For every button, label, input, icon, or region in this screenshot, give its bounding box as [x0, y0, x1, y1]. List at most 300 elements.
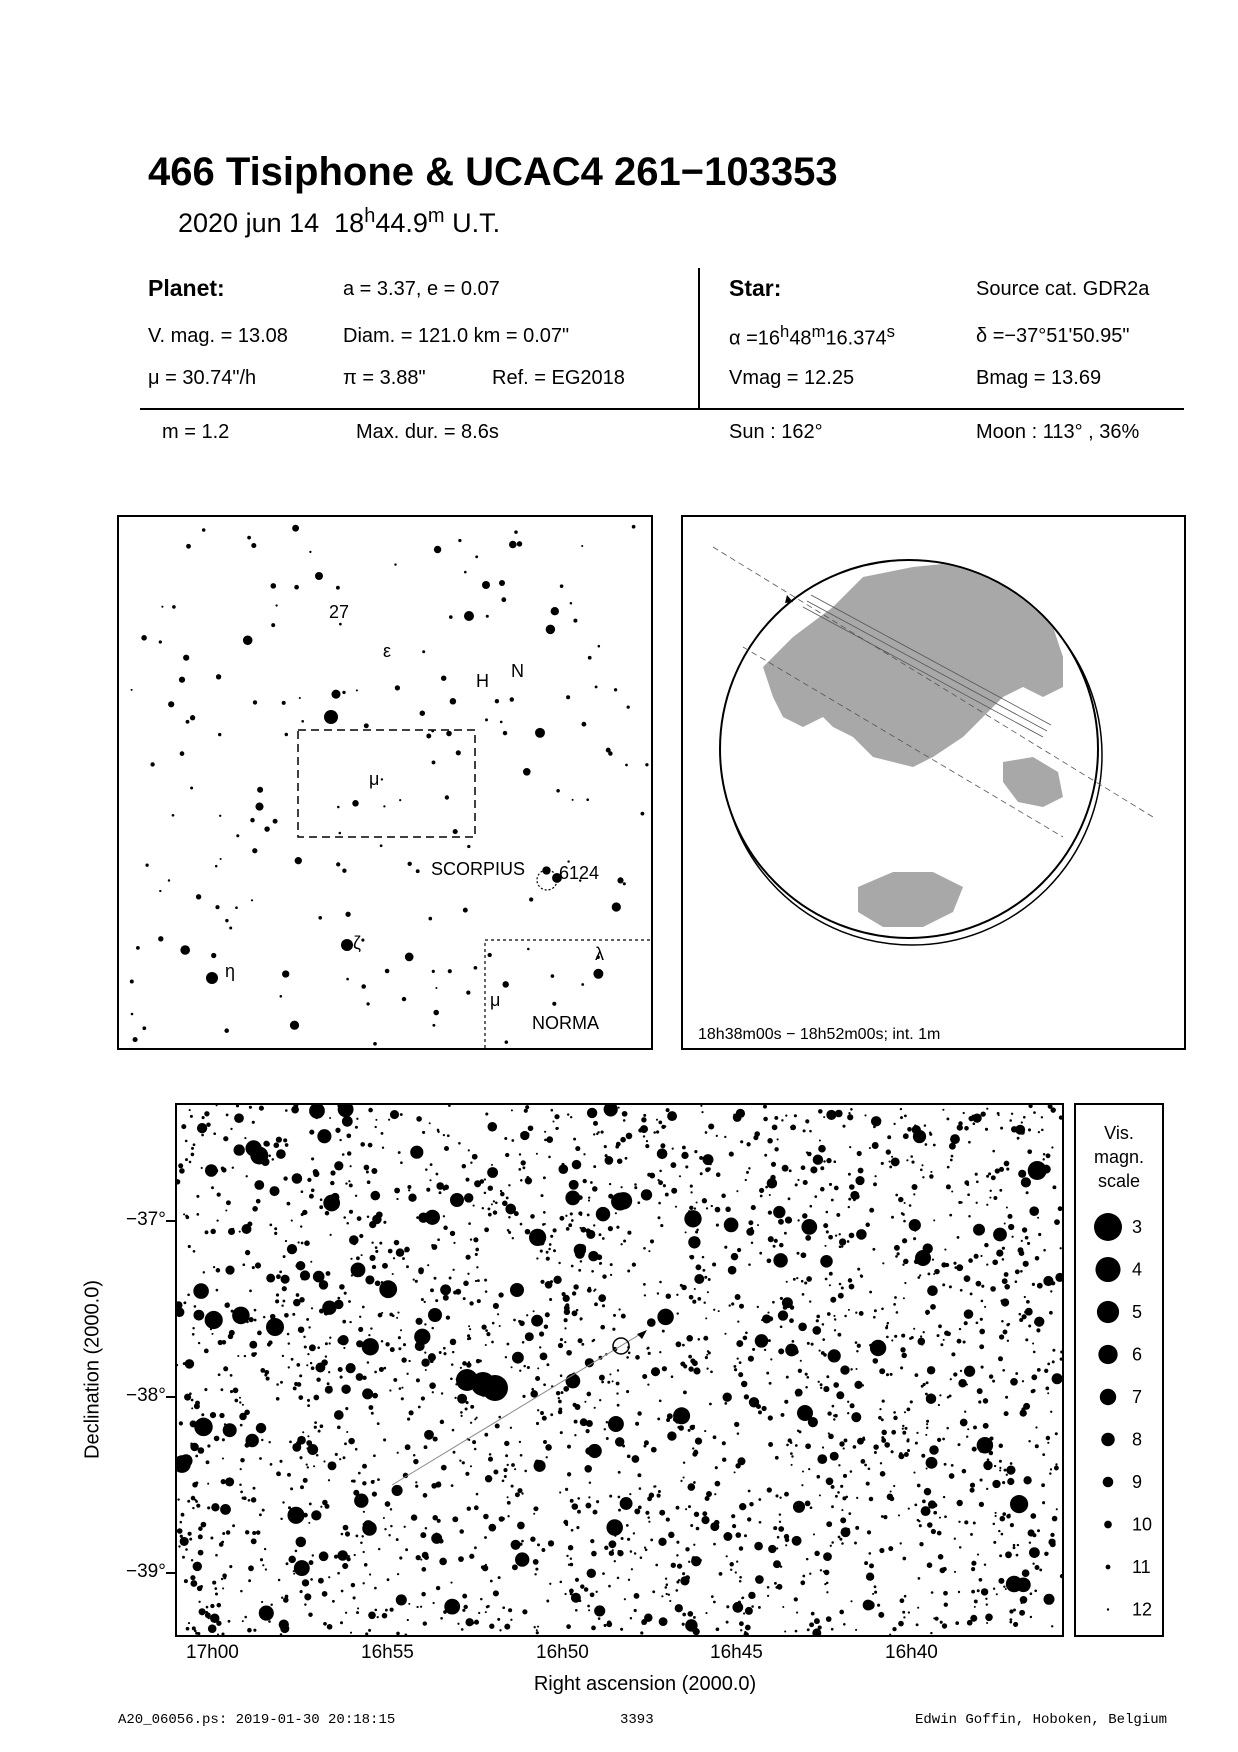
- chart-star: [874, 1585, 877, 1588]
- chart-star: [1004, 1284, 1010, 1290]
- chart-star: [833, 1160, 836, 1163]
- chart-star: [803, 1129, 806, 1132]
- legend-magnitude-label: 8: [1132, 1429, 1143, 1450]
- chart-star: [956, 1264, 963, 1271]
- chart-star: [511, 1540, 521, 1550]
- chart-star: [498, 1292, 503, 1297]
- chart-star: [325, 1211, 330, 1216]
- chart-star: [615, 1437, 624, 1446]
- chart-star: [517, 1522, 525, 1530]
- chart-star: [635, 1422, 639, 1426]
- chart-star: [715, 1481, 721, 1487]
- chart-star: [280, 1518, 282, 1520]
- legend-magnitude-label: 11: [1132, 1557, 1151, 1577]
- chart-star: [839, 1538, 842, 1541]
- chart-star: [850, 1600, 852, 1602]
- chart-star: [568, 1545, 573, 1550]
- finder-star: [218, 733, 221, 736]
- finder-star: [627, 705, 630, 708]
- chart-star: [355, 1195, 357, 1197]
- finder-star: [495, 699, 499, 703]
- dec-tick-mark: [166, 1396, 175, 1398]
- chart-star: [826, 1591, 828, 1593]
- chart-star: [416, 1378, 420, 1382]
- chart-star: [536, 1257, 538, 1259]
- chart-star: [230, 1128, 232, 1130]
- chart-star: [755, 1575, 764, 1584]
- chart-star: [482, 1375, 508, 1401]
- chart-star: [848, 1112, 850, 1114]
- chart-star: [632, 1455, 640, 1463]
- chart-star: [900, 1347, 905, 1352]
- chart-star: [343, 1216, 346, 1219]
- chart-star: [485, 1344, 487, 1346]
- chart-star: [760, 1195, 763, 1198]
- chart-star: [195, 1455, 198, 1458]
- chart-star: [526, 1314, 528, 1316]
- chart-star: [269, 1441, 271, 1443]
- chart-star: [782, 1606, 784, 1608]
- chart-star: [1055, 1273, 1062, 1282]
- chart-star: [578, 1211, 582, 1215]
- chart-star: [966, 1436, 968, 1438]
- planet-parallax: π = 3.88": [343, 367, 426, 389]
- chart-star: [904, 1282, 906, 1284]
- chart-star: [195, 1481, 198, 1484]
- chart-star: [368, 1143, 373, 1148]
- chart-star: [1054, 1466, 1059, 1471]
- chart-star: [855, 1341, 858, 1344]
- chart-star: [424, 1301, 426, 1303]
- chart-star: [216, 1219, 218, 1221]
- chart-star: [192, 1507, 194, 1509]
- chart-star: [593, 1165, 596, 1168]
- chart-star: [887, 1494, 893, 1500]
- chart-star: [249, 1317, 254, 1322]
- chart-star: [315, 1117, 318, 1120]
- chart-star: [801, 1484, 803, 1486]
- chart-star: [511, 1463, 515, 1467]
- chart-star: [363, 1523, 365, 1525]
- chart-star: [915, 1250, 931, 1266]
- chart-star: [739, 1580, 742, 1583]
- chart-star: [971, 1561, 976, 1566]
- chart-star: [220, 1504, 231, 1515]
- chart-star: [346, 1133, 351, 1138]
- chart-star: [1018, 1170, 1026, 1178]
- chart-star: [490, 1580, 493, 1583]
- chart-star: [484, 1279, 487, 1282]
- finder-star: [366, 1002, 369, 1005]
- chart-star: [428, 1353, 436, 1361]
- chart-star: [1048, 1539, 1055, 1546]
- chart-star: [900, 1366, 903, 1369]
- chart-star: [180, 1537, 189, 1546]
- chart-star: [198, 1447, 205, 1454]
- chart-star: [634, 1552, 636, 1554]
- chart-star: [968, 1258, 973, 1263]
- chart-star: [304, 1345, 307, 1348]
- chart-star: [947, 1166, 950, 1169]
- chart-star: [942, 1109, 944, 1111]
- chart-star: [751, 1605, 754, 1608]
- chart-star: [925, 1434, 927, 1436]
- chart-star: [910, 1400, 913, 1403]
- chart-star: [735, 1532, 741, 1538]
- chart-star: [586, 1392, 591, 1397]
- chart-star: [314, 1421, 317, 1424]
- chart-star: [584, 1465, 592, 1473]
- chart-star: [311, 1510, 321, 1520]
- chart-star: [186, 1627, 190, 1631]
- finder-label-epsilon: ε: [383, 641, 392, 661]
- chart-star: [723, 1532, 732, 1541]
- chart-star: [375, 1119, 377, 1121]
- chart-star: [504, 1137, 507, 1140]
- chart-star: [287, 1244, 297, 1254]
- chart-star: [223, 1366, 228, 1371]
- chart-star: [869, 1291, 872, 1294]
- finder-star: [500, 721, 503, 724]
- chart-star: [1030, 1592, 1033, 1595]
- chart-star: [938, 1554, 944, 1560]
- chart-star: [383, 1221, 386, 1224]
- footer-file-info: A20_06056.ps: 2019-01-30 20:18:15: [118, 1712, 396, 1728]
- chart-star: [346, 1431, 348, 1433]
- chart-star: [688, 1355, 692, 1359]
- chart-star: [708, 1278, 711, 1281]
- chart-star: [648, 1352, 651, 1355]
- chart-star: [690, 1524, 693, 1527]
- chart-star: [1025, 1338, 1028, 1341]
- chart-star: [679, 1175, 681, 1177]
- chart-star: [533, 1310, 535, 1312]
- legend-magnitude-marker: [1094, 1213, 1122, 1241]
- chart-star: [703, 1154, 714, 1165]
- chart-star: [796, 1612, 798, 1614]
- chart-star: [339, 1139, 341, 1141]
- chart-star: [901, 1334, 905, 1338]
- chart-star: [986, 1603, 988, 1605]
- chart-star: [1033, 1111, 1036, 1114]
- chart-star: [416, 1555, 421, 1560]
- chart-star: [801, 1165, 806, 1170]
- chart-star: [452, 1516, 458, 1522]
- chart-star: [705, 1496, 710, 1501]
- chart-star: [375, 1250, 378, 1253]
- chart-star: [676, 1580, 679, 1583]
- chart-star: [695, 1264, 701, 1270]
- chart-star: [437, 1129, 440, 1132]
- chart-star: [1060, 1351, 1062, 1354]
- chart-star: [714, 1493, 716, 1495]
- chart-star: [659, 1170, 662, 1173]
- chart-star: [488, 1524, 496, 1532]
- chart-star: [298, 1395, 303, 1400]
- chart-star: [184, 1579, 188, 1583]
- chart-star: [797, 1179, 799, 1181]
- chart-star: [716, 1135, 718, 1137]
- chart-star: [886, 1325, 888, 1327]
- chart-star: [320, 1424, 324, 1428]
- chart-star: [1022, 1380, 1024, 1382]
- chart-star: [991, 1175, 996, 1180]
- chart-star: [221, 1479, 226, 1484]
- chart-star: [232, 1166, 234, 1168]
- chart-star: [618, 1496, 621, 1499]
- chart-star: [839, 1238, 846, 1245]
- event-datetime: [178, 205, 500, 239]
- chart-star: [548, 1156, 551, 1159]
- chart-star: [210, 1604, 214, 1608]
- chart-star: [342, 1320, 346, 1324]
- chart-star: [276, 1293, 279, 1296]
- chart-star: [904, 1595, 907, 1598]
- chart-star: [329, 1342, 331, 1344]
- chart-star: [372, 1393, 378, 1399]
- chart-star: [757, 1306, 759, 1308]
- chart-star: [515, 1492, 520, 1497]
- chart-star: [923, 1331, 925, 1333]
- finder-star: [136, 946, 140, 950]
- chart-star: [1042, 1165, 1051, 1174]
- finder-star: [275, 604, 277, 606]
- chart-star: [463, 1297, 466, 1300]
- chart-star: [954, 1538, 956, 1540]
- finder-star: [346, 978, 349, 981]
- chart-star: [363, 1551, 365, 1553]
- chart-star: [1033, 1351, 1036, 1354]
- chart-star: [739, 1361, 742, 1364]
- chart-star: [726, 1555, 728, 1557]
- chart-star: [421, 1298, 424, 1301]
- chart-star: [903, 1259, 909, 1265]
- chart-star: [716, 1172, 721, 1177]
- chart-star: [929, 1174, 933, 1178]
- chart-star: [402, 1257, 405, 1260]
- chart-star: [325, 1342, 328, 1345]
- chart-star: [726, 1605, 729, 1608]
- chart-star: [374, 1371, 377, 1374]
- chart-star: [560, 1431, 563, 1434]
- chart-star: [524, 1109, 528, 1113]
- chart-star: [643, 1135, 645, 1137]
- chart-star: [487, 1207, 490, 1210]
- chart-star: [811, 1623, 813, 1625]
- chart-star: [599, 1375, 605, 1381]
- chart-star: [855, 1176, 864, 1185]
- chart-star: [968, 1116, 973, 1121]
- chart-star: [908, 1611, 910, 1613]
- chart-star: [729, 1152, 734, 1157]
- chart-star: [672, 1148, 674, 1150]
- chart-star: [544, 1139, 547, 1142]
- chart-star: [226, 1200, 231, 1205]
- chart-star: [640, 1631, 643, 1634]
- chart-star: [677, 1312, 679, 1314]
- finder-star: [337, 806, 340, 809]
- chart-star: [558, 1397, 560, 1399]
- chart-star: [493, 1469, 498, 1474]
- chart-star: [181, 1124, 186, 1129]
- chart-star: [365, 1632, 368, 1635]
- chart-star: [667, 1413, 673, 1419]
- chart-star: [1050, 1411, 1052, 1413]
- chart-star: [1004, 1469, 1007, 1472]
- chart-star: [935, 1617, 939, 1621]
- chart-star: [932, 1259, 934, 1261]
- globe-canvas: [683, 517, 1184, 1048]
- chart-star: [242, 1263, 245, 1266]
- chart-star: [775, 1494, 778, 1497]
- chart-star: [283, 1255, 286, 1258]
- chart-star: [682, 1623, 685, 1626]
- chart-star: [261, 1439, 263, 1441]
- chart-star: [839, 1441, 844, 1446]
- chart-star: [469, 1554, 474, 1559]
- chart-star: [785, 1114, 787, 1116]
- chart-star: [259, 1513, 262, 1516]
- finder-star: [324, 710, 338, 724]
- chart-star: [918, 1520, 920, 1522]
- chart-star: [283, 1597, 289, 1603]
- finder-star: [253, 700, 257, 704]
- chart-star: [587, 1108, 597, 1118]
- chart-star: [745, 1625, 751, 1631]
- chart-star: [351, 1583, 355, 1587]
- chart-star: [930, 1171, 932, 1173]
- chart-star: [488, 1185, 493, 1190]
- max-duration: Max. dur. = 8.6s: [356, 421, 499, 443]
- chart-star: [1003, 1586, 1005, 1588]
- chart-star: [1017, 1137, 1020, 1140]
- chart-star: [570, 1193, 578, 1201]
- chart-star: [575, 1146, 580, 1151]
- chart-star: [687, 1611, 693, 1617]
- chart-star: [902, 1557, 906, 1561]
- chart-star: [830, 1297, 836, 1303]
- finder-star: [598, 645, 601, 648]
- chart-star: [239, 1231, 241, 1233]
- chart-star: [507, 1229, 510, 1232]
- chart-star: [671, 1563, 676, 1568]
- finder-star: [282, 970, 289, 977]
- chart-star: [669, 1600, 671, 1602]
- chart-star: [372, 1215, 382, 1225]
- chart-star: [964, 1275, 971, 1282]
- finder-star: [556, 789, 560, 793]
- chart-star: [889, 1634, 891, 1635]
- chart-star: [998, 1530, 1000, 1532]
- chart-star: [996, 1249, 1003, 1256]
- chart-star: [1046, 1153, 1051, 1158]
- chart-star: [251, 1538, 257, 1544]
- chart-star: [349, 1183, 353, 1187]
- chart-star: [659, 1617, 668, 1626]
- chart-star: [912, 1184, 918, 1190]
- chart-star: [604, 1105, 618, 1116]
- chart-star: [424, 1323, 426, 1325]
- chart-star: [964, 1309, 974, 1319]
- chart-star: [931, 1591, 934, 1594]
- chart-star: [1030, 1513, 1036, 1519]
- chart-star: [908, 1508, 910, 1510]
- chart-star: [822, 1323, 825, 1326]
- chart-star: [656, 1119, 658, 1121]
- chart-star: [841, 1542, 844, 1545]
- chart-star: [525, 1332, 534, 1341]
- finder-label-zeta: ζ: [353, 933, 361, 953]
- ra-seconds-unit: s: [886, 322, 895, 341]
- chart-star: [345, 1612, 347, 1614]
- chart-star: [1023, 1116, 1026, 1119]
- chart-star: [1023, 1261, 1029, 1267]
- chart-star: [1020, 1270, 1023, 1273]
- chart-star: [898, 1197, 903, 1202]
- chart-star: [984, 1243, 988, 1247]
- chart-star: [555, 1127, 558, 1130]
- chart-star: [927, 1522, 933, 1528]
- chart-star: [914, 1504, 917, 1507]
- chart-star: [737, 1320, 739, 1322]
- chart-star: [1019, 1313, 1022, 1316]
- chart-star: [981, 1300, 984, 1303]
- chart-star: [191, 1147, 194, 1150]
- chart-star: [930, 1632, 932, 1634]
- finder-star: [463, 908, 468, 913]
- chart-star: [244, 1616, 247, 1619]
- chart-star: [809, 1130, 812, 1133]
- chart-star: [819, 1139, 821, 1141]
- chart-star: [450, 1377, 453, 1380]
- chart-star: [463, 1605, 467, 1609]
- chart-star: [913, 1237, 916, 1240]
- chart-star: [296, 1537, 307, 1548]
- chart-star: [1060, 1574, 1062, 1578]
- chart-star: [918, 1338, 926, 1346]
- chart-star: [507, 1515, 509, 1517]
- chart-star: [565, 1488, 568, 1491]
- chart-star: [716, 1627, 720, 1631]
- chart-star: [921, 1506, 931, 1516]
- chart-star: [1026, 1191, 1029, 1194]
- chart-star: [979, 1502, 984, 1507]
- chart-star: [767, 1595, 769, 1597]
- chart-star: [575, 1609, 578, 1612]
- chart-star: [881, 1430, 886, 1435]
- finder-star: [453, 829, 458, 834]
- chart-star: [483, 1514, 489, 1520]
- chart-star: [322, 1500, 328, 1506]
- chart-star: [1002, 1278, 1008, 1284]
- chart-star: [1013, 1544, 1016, 1547]
- chart-star: [789, 1169, 792, 1172]
- chart-star: [843, 1447, 845, 1449]
- chart-star: [836, 1213, 840, 1217]
- chart-star: [702, 1511, 707, 1516]
- finder-star: [641, 812, 645, 816]
- chart-star: [635, 1355, 640, 1360]
- finder-star: [482, 581, 490, 589]
- chart-star: [981, 1111, 986, 1116]
- chart-star: [729, 1304, 731, 1306]
- chart-star: [951, 1352, 955, 1356]
- finder-star: [282, 701, 286, 705]
- chart-star: [904, 1411, 906, 1413]
- chart-star: [814, 1618, 820, 1624]
- chart-star: [420, 1559, 422, 1561]
- chart-star: [372, 1492, 377, 1497]
